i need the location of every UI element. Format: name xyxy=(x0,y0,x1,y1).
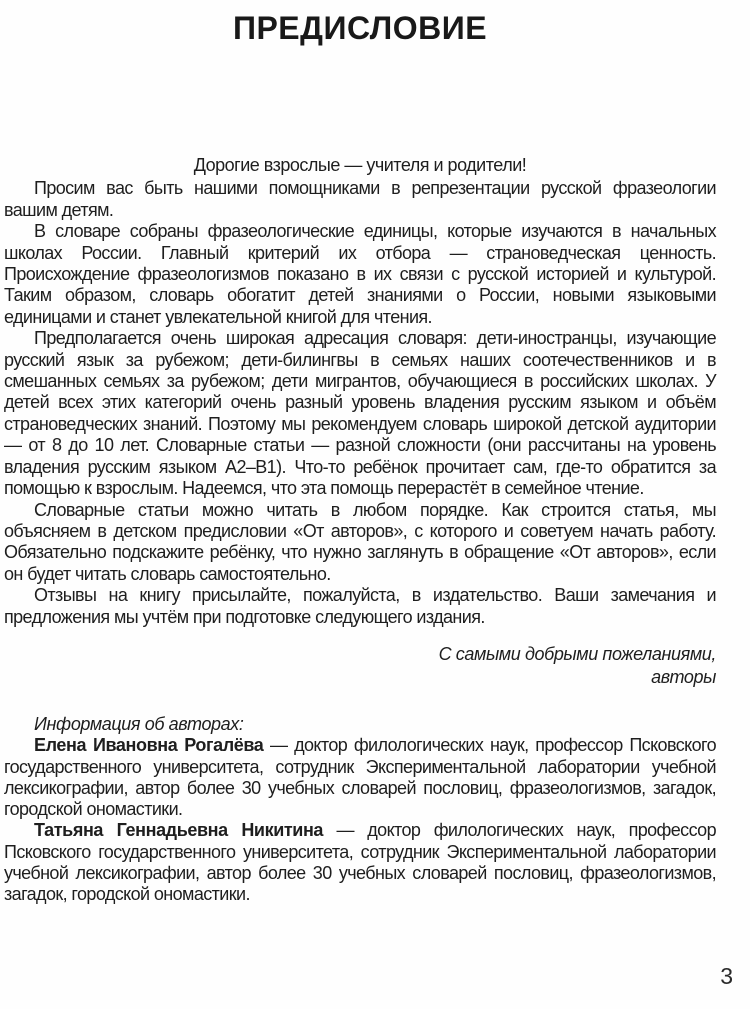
body-paragraph: Предполагается очень широкая адресация словаря: дети-иностранцы, изучающие русский язык за рубежом; дети-билингвы в семьях наших соотечественников и в смешанных семьях за рубежом; дети мигрантов, обучающиеся в российских школах. У детей всех этих категорий очень разный уровень владения русским языком и объём страноведческих знаний. Поэтому мы рекомендуем словарь широкой детской аудитории — от 8 до 10 лет. Словарные статьи — разной сложности (они рассчитаны на уровень владения русским языком А2–В1). Что-то ребёнок прочитает сам, где-то обратится за помощью к взрослым. Надеемся, что эта помощь перерастёт в семейное чтение. xyxy=(4,328,716,499)
authors-info-heading: Информация об авторах: xyxy=(34,713,244,734)
authors-info-section xyxy=(4,714,716,906)
body-paragraph: Просим вас быть нашими помощниками в репрезентации русской фразеологии вашим детям. xyxy=(4,178,716,220)
signature-block xyxy=(4,643,716,689)
page-number: 3 xyxy=(720,963,733,989)
author-name: Татьяна Геннадьевна Никитина xyxy=(34,820,324,841)
salutation-line: Дорогие взрослые — учителя и родители! xyxy=(193,155,527,175)
author-entry xyxy=(4,820,716,905)
signature-line-1: С самыми добрыми пожеланиями, xyxy=(438,643,716,664)
author-description: — доктор филологических наук, профессор Псковского государственного университета, сотрудник Экспериментальной лаборатории учебной лексикографии, автор более 30 учебных словарей пословиц, фразеологизмов, загадок, городской ономастики. xyxy=(4,735,716,820)
signature-line-2: авторы xyxy=(651,666,716,687)
author-description: — доктор филологических наук, профессор Псковского государственного университета, сотрудник Экспериментальной лаборатории учебной лексикографии, автор более 30 учебных словарей пословиц, фразеологизмов, загадок, городской ономастики. xyxy=(4,820,716,905)
page-title: ПРЕДИСЛОВИЕ xyxy=(232,10,488,46)
body-paragraph: В словаре собраны фразеологические единицы, которые изучаются в начальных школах России. Главный критерий их отбора — страноведческая ценность. Происхождение фразеологизмов показано в их связи с русской историей и культурой. Таким образом, словарь обогатит детей знаниями о России, новыми языковыми единицами и станет увлекательной книгой для чтения. xyxy=(4,221,716,327)
body-paragraph: Отзывы на книгу присылайте, пожалуйста, в издательство. Ваши замечания и предложения мы учтём при подготовке следующего издания. xyxy=(4,585,716,627)
body-paragraph: Словарные статьи можно читать в любом порядке. Как строится статья, мы объясняем в детском предисловии «От авторов», с которого и советуем начать работу. Обязательно подскажите ребёнку, что нужно заглянуть в обращение «От авторов», если он будет читать словарь самостоятельно. xyxy=(4,499,716,584)
author-entry xyxy=(4,735,716,820)
author-name: Елена Ивановна Рогалёва xyxy=(34,735,264,756)
